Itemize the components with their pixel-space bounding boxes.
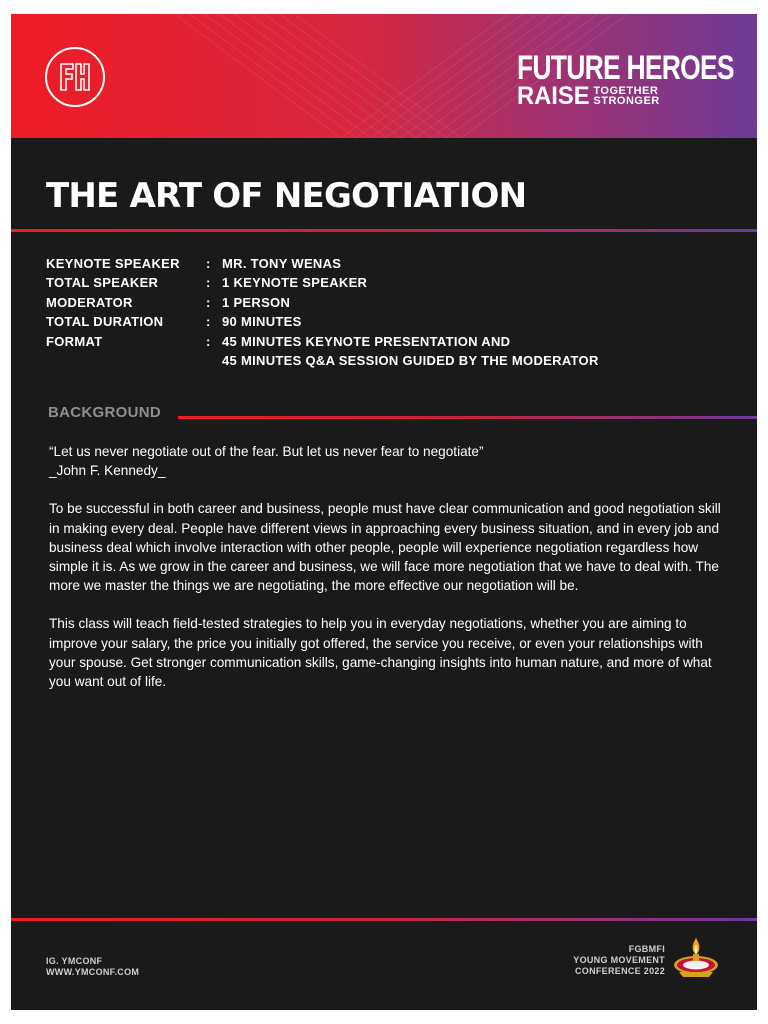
- background-heading: BACKGROUND: [48, 404, 161, 421]
- header-banner: [11, 14, 757, 138]
- detail-row: [46, 293, 599, 312]
- detail-colon: :: [206, 294, 211, 310]
- brand-tagline-line2: STRONGER: [593, 95, 660, 107]
- instagram-handle: IG. YMCONF: [46, 956, 103, 966]
- fh-logo: [45, 47, 105, 107]
- background-divider: [178, 416, 757, 419]
- detail-row: [46, 254, 599, 273]
- detail-label: TOTAL SPEAKER: [46, 275, 159, 291]
- document-page: [11, 14, 757, 1010]
- detail-row: [46, 273, 599, 292]
- brand-raise: RAISE: [517, 82, 590, 110]
- detail-colon: :: [206, 333, 211, 349]
- background-paragraph-2: This class will teach field-tested strategies to help you in everyday negotiations, whether you are aiming to improve your salary, the price you initially got offered, the service you receive, or even your relationships with your spouse. Get stronger communication skills, game-changing insights into human nature, and more of what you want out of life.: [49, 616, 712, 690]
- background-paragraph-1: To be successful in both career and business, people must have clear communication and good negotiation skill in making every deal. People have different views in approaching every business situation, and in every job and business deal which involve interaction with other people, people will experience negotiation regardless how simple it is. As we grow in the career and business, we will face more negotiation that we have to deal with. The more we master the things we are negotiating, the more effective our negotiation will be.: [49, 501, 721, 594]
- footer-contact: [46, 956, 139, 978]
- fh-logo-icon: [47, 49, 103, 105]
- detail-colon: :: [206, 275, 211, 291]
- detail-label: [46, 351, 206, 370]
- detail-label: MODERATOR: [46, 294, 133, 310]
- quote-author: _John F. Kennedy_: [49, 463, 166, 479]
- title-divider: [11, 229, 757, 232]
- quote-text: “Let us never negotiate out of the fear. But let us never fear to negotiate”: [49, 444, 484, 459]
- session-details: [46, 254, 599, 370]
- conference-year: CONFERENCE 2022: [574, 966, 665, 976]
- brand-tagline: [593, 86, 659, 106]
- detail-value: 1 PERSON: [222, 294, 291, 310]
- fgbmfi-emblem-icon: [671, 934, 721, 980]
- background-text: [49, 442, 729, 710]
- detail-label: KEYNOTE SPEAKER: [46, 256, 180, 271]
- detail-colon: :: [206, 314, 211, 330]
- quote-block: [49, 442, 729, 480]
- conference-name: YOUNG MOVEMENT: [573, 955, 665, 965]
- detail-row: [46, 351, 599, 370]
- detail-row: [46, 332, 599, 351]
- detail-colon: :: [206, 256, 211, 271]
- brand-tagline-line1: TOGETHER: [593, 85, 659, 97]
- conference-org: FGBMFI: [628, 944, 665, 954]
- detail-value: 45 MINUTES Q&A SESSION GUIDED BY THE MODERATOR: [222, 352, 599, 368]
- detail-colon: [206, 351, 222, 370]
- website-link: WWW.YMCONF.COM: [46, 967, 140, 977]
- detail-value: 1 KEYNOTE SPEAKER: [222, 275, 368, 291]
- detail-row: [46, 312, 599, 331]
- brand-subline: [517, 84, 717, 108]
- footer-divider: [11, 918, 757, 921]
- brand-title: FUTURE HEROES: [517, 49, 734, 87]
- detail-label: TOTAL DURATION: [46, 314, 164, 330]
- future-heroes-brand: [517, 49, 734, 110]
- footer-conference: [573, 944, 665, 977]
- detail-value: MR. TONY WENAS: [222, 256, 342, 271]
- detail-label: FORMAT: [46, 333, 103, 349]
- page-title: THE ART OF NEGOTIATION: [46, 176, 527, 216]
- detail-value: 45 MINUTES KEYNOTE PRESENTATION AND: [222, 333, 511, 349]
- detail-value: 90 MINUTES: [222, 314, 302, 330]
